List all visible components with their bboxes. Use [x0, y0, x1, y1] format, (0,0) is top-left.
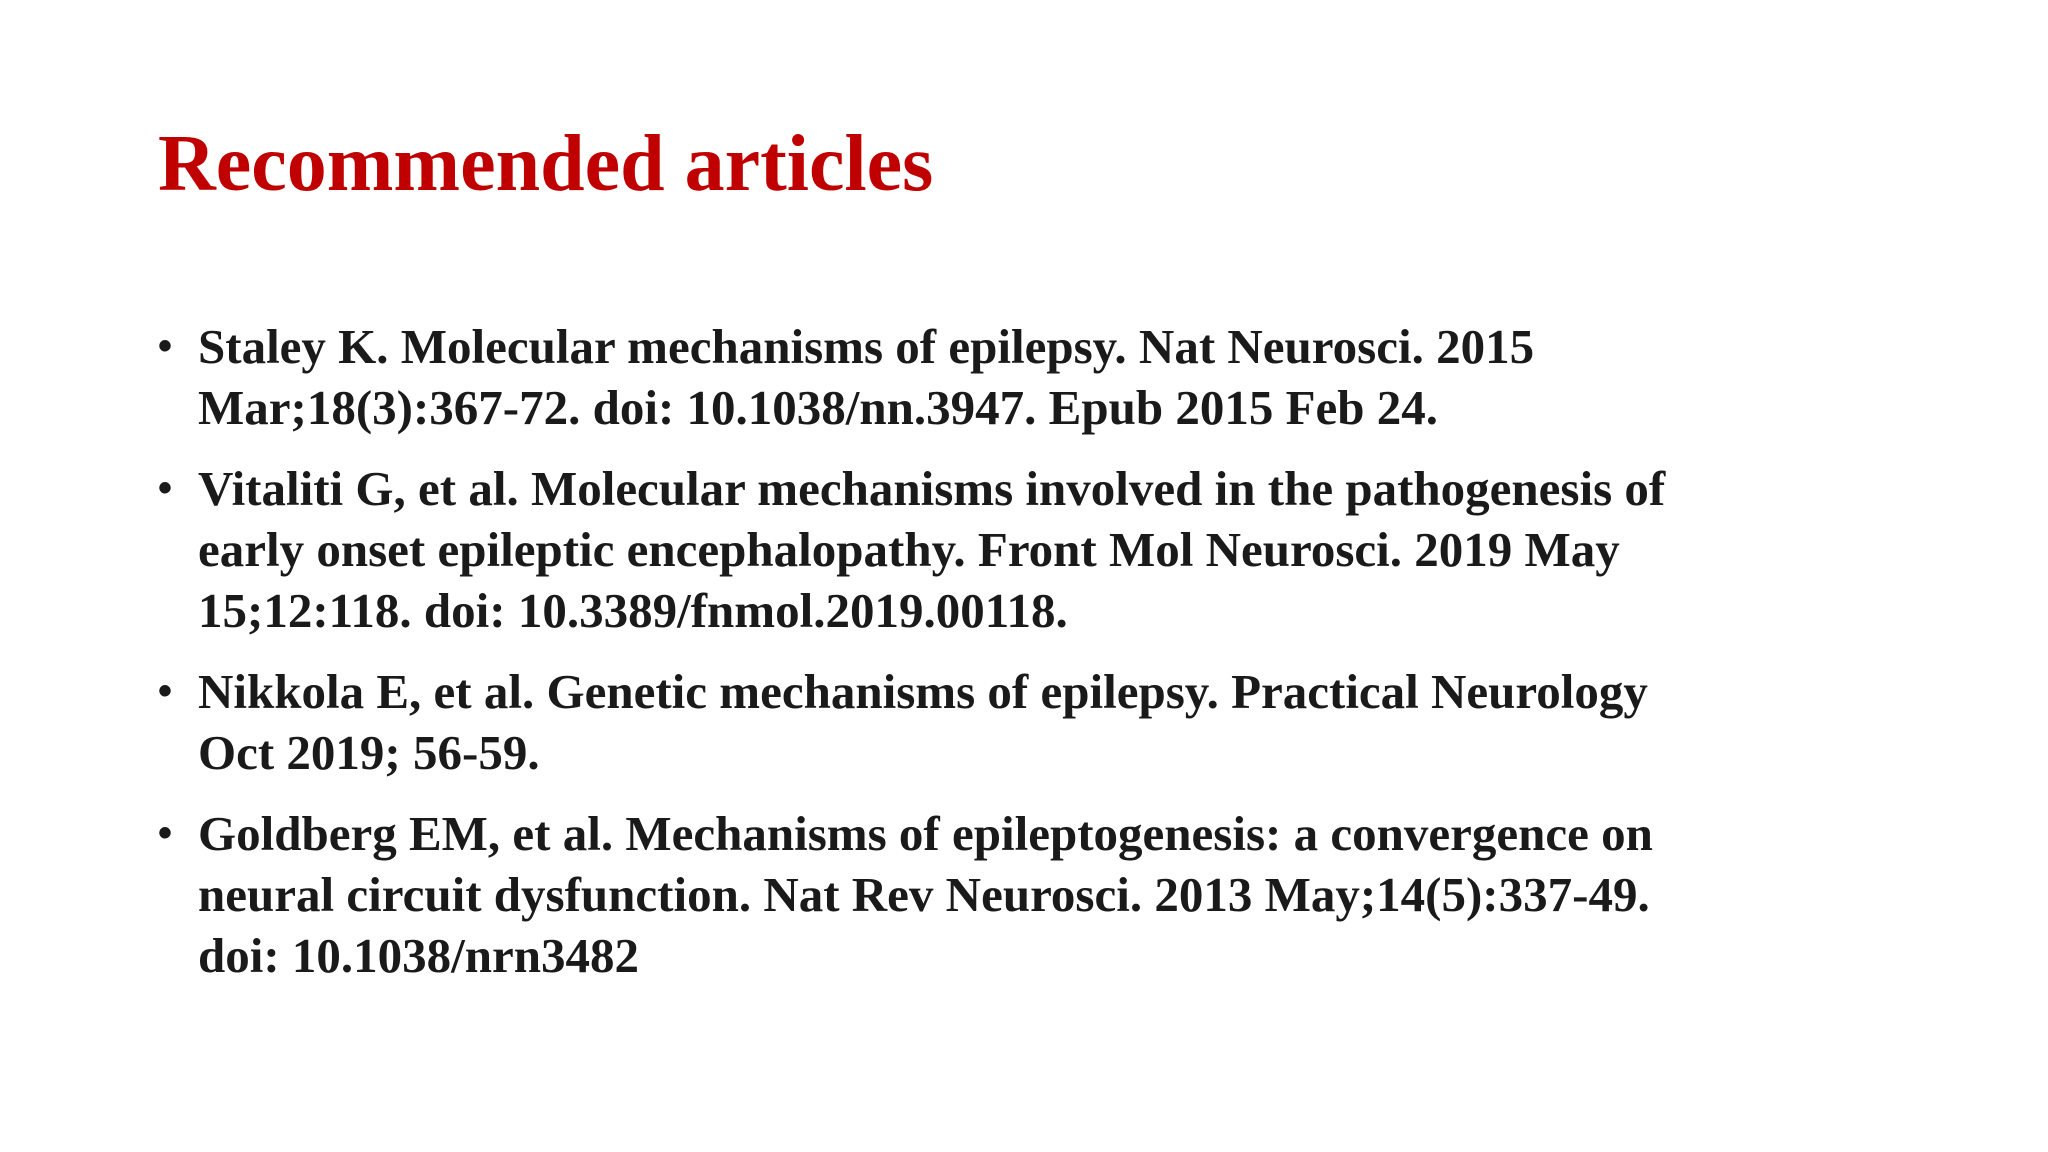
reference-line: Nikkola E, et al. Genetic mechanisms of epilepsy. Practical Neurology [198, 664, 1648, 719]
reference-line: doi: 10.1038/nrn3482 [198, 928, 640, 983]
reference-list [158, 316, 1918, 1006]
bullet-icon: • [158, 324, 173, 368]
reference-line: Goldberg EM, et al. Mechanisms of epileptogenesis: a convergence on [198, 806, 1653, 861]
reference-line: early onset epileptic encephalopathy. Front Mol Neurosci. 2019 May [198, 522, 1620, 577]
bullet-icon: • [158, 669, 173, 713]
reference-item [158, 458, 1918, 641]
reference-line: Vitaliti G, et al. Molecular mechanisms involved in the pathogenesis of [198, 461, 1666, 516]
reference-line: neural circuit dysfunction. Nat Rev Neurosci. 2013 May;14(5):337-49. [198, 867, 1650, 922]
reference-line: Staley K. Molecular mechanisms of epilepsy. Nat Neurosci. 2015 [198, 319, 1535, 374]
reference-item [158, 316, 1918, 438]
bullet-icon: • [158, 466, 173, 510]
bullet-icon: • [158, 811, 173, 855]
slide-title: Recommended articles [158, 120, 934, 208]
reference-line: 15;12:118. doi: 10.3389/fnmol.2019.00118. [198, 583, 1068, 638]
reference-item [158, 803, 1918, 986]
reference-line: Mar;18(3):367-72. doi: 10.1038/nn.3947. Epub 2015 Feb 24. [198, 380, 1439, 435]
reference-line: Oct 2019; 56-59. [198, 725, 540, 780]
reference-item [158, 661, 1918, 783]
